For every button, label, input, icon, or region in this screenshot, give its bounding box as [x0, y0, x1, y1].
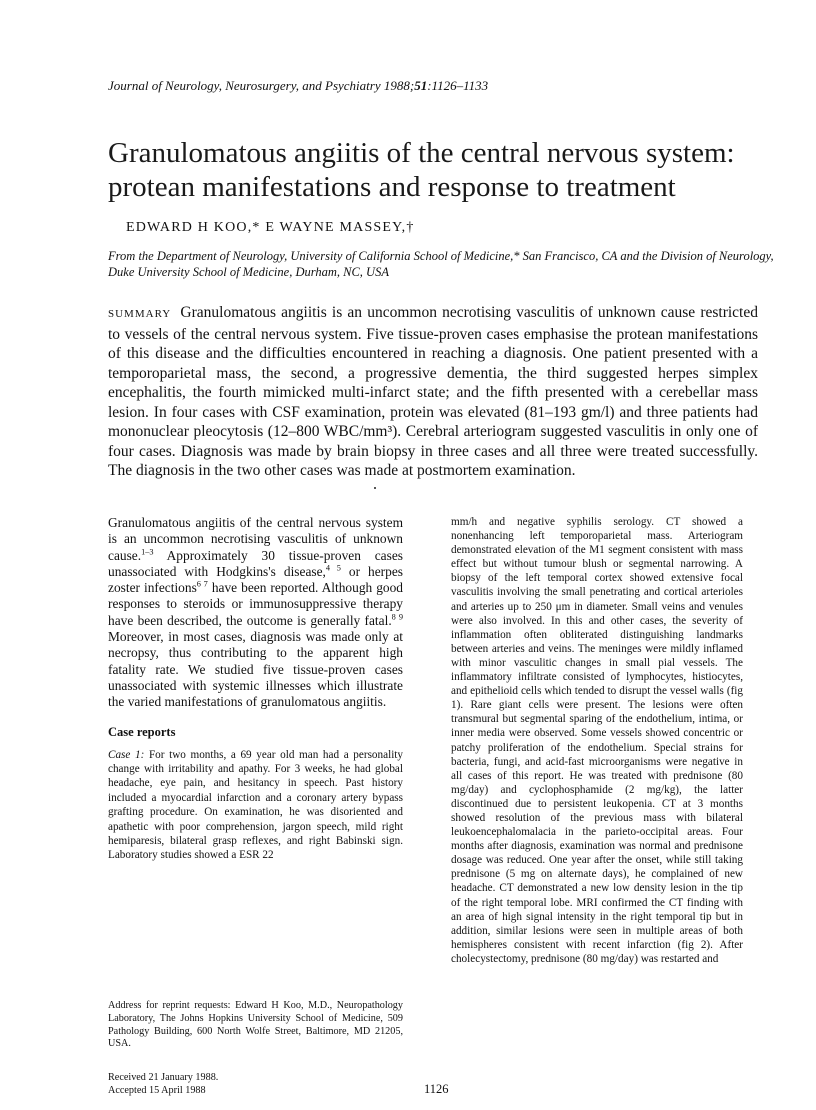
affiliation: From the Department of Neurology, University of California School of Medicine,* San Francisco, CA and the Division of Neurology, Duke University School of Medicine, Durham, NC, USA [108, 249, 774, 279]
summary-label: SUMMARY [108, 308, 172, 320]
accepted-date: Accepted 15 April 1988 [108, 1084, 206, 1096]
ref-3: 6 7 [196, 579, 208, 589]
case-1-label: Case 1: [108, 748, 145, 761]
case-reports-heading: Case reports [108, 724, 176, 739]
ref-1: 1–3 [141, 547, 154, 557]
journal-name: Journal of Neurology, Neurosurgery, and Psychiatry [108, 78, 381, 93]
intro-text-4: have been reported. Although good responses to steroids or immunosuppressive therapy have been described, the outcome is generally fatal. [108, 580, 404, 628]
journal-pages: :1126–1133 [427, 78, 489, 93]
decorative-dot [374, 487, 376, 489]
intro-text-3: or herpes zoster infections [108, 563, 403, 596]
case-1-paragraph [108, 748, 403, 863]
intro-text-2: Approximately 30 tissue-proven cases unassociated with Hodgkins's disease, [108, 547, 403, 579]
journal-citation [108, 78, 488, 94]
intro-text-5: Moreover, in most cases, diagnosis was made only at necropsy, thus contributing to the apparent high fatality rate. We studied five tissue-proven cases unassociated with systemic illnesses which illustrate the varied manifestations of granulomatous angiitis. [108, 629, 403, 710]
summary [108, 303, 758, 481]
left-column [108, 515, 403, 863]
journal-year: 1988; [383, 78, 415, 93]
journal-volume: 51 [414, 78, 428, 93]
received-date: Received 21 January 1988. [108, 1072, 219, 1083]
ref-2: 4 5 [325, 563, 341, 573]
case-1-text: For two months, a 69 year old man had a personality change with irritability and apathy. For 3 weeks, he had global headache, eye pain, and hesitancy in speech. Past history included a myocardial infarction and a coronary artery bypass grafting procedure. On examination, he was disoriented and apathetic with poor comprehension, jargon speech, mild right hemiparesis, bilateral grasp reflexes, and right Babinski sign. Laboratory studies showed a ESR 22 [108, 748, 403, 862]
right-column [451, 515, 743, 966]
authors: EDWARD H KOO,* E WAYNE MASSEY,† [126, 220, 415, 235]
article-title: Granulomatous angiitis of the central nervous system: protean manifestations and response to treatment [108, 137, 735, 203]
reprint-address: Address for reprint requests: Edward H Koo, M.D., Neuropathology Laboratory, The Johns Hopkins University School of Medicine, 509 Pathology Building, 600 North Wolfe Street, Baltimore, MD 21205, USA. [108, 1000, 403, 1050]
intro-paragraph [108, 515, 403, 711]
summary-text: Granulomatous angiitis is an uncommon necrotising vasculitis of unknown cause restricted to vessels of the central nervous system. Five tissue-proven cases emphasise the protean manifestations of this disease and the difficulties encountered in reaching a diagnosis. One patient presented with a temporoparietal mass, the second, a progressive dementia, the third suggested herpes simplex encephalitis, the fourth mimicked multi-infarct state; and the fifth presented with a cerebellar mass lesion. In four cases with CSF examination, protein was elevated (81–193 gm/l) and three patients had mononuclear pleocytosis (12–800 WBC/mm³). Cerebral arteriogram suggested vasculitis in only one of four cases. Diagnosis was made by brain biopsy in three cases and all three were treated successfully. The diagnosis in the two other cases was made at postmortem examination. [108, 304, 758, 479]
page-number: 1126 [424, 1082, 449, 1096]
received-dates [108, 1072, 218, 1098]
case-1-continued: mm/h and negative syphilis serology. CT showed a nonenhancing left temporoparietal mass. Arteriogram demonstrated elevation of the M1 segment consistent with mass effect but without tumour blush or segmental narrowing. A biopsy of the left temporal cortex showed extensive focal vasculitis involving the small penetrating and cortical arterioles and arteries up to 250 μm in diameter. Small veins and venules were also involved. In this and other cases, the severity of inflammation often obliterated distinguishing landmarks between arteries and veins. The meninges were mildly inflamed with minor vasculitic changes in small pial vessels. The inflammatory infiltrate consisted of lymphocytes, histiocytes, and epithelioid cells which tended to disrupt the vessel walls (fig 1). Rare giant cells were present. The lesions were often transmural but segmental sparing of the endothelium, intima, or inner media were observed. Some vessels showed concentric or patchy proliferation of the endothelium. Special strains for bacteria, fungi, and acid-fast microorganisms were negative in all cases of this report. He was treated with prednisone (80 mg/day) and cyclophosphamide (2 mg/kg), the latter discontinued due to persistent leukopenia. CT at 3 months showed resolution of the previous mass with bilateral leukoencephalomalacia in the parieto-occipital areas. Four months after diagnosis, examination was normal and prednisone dosage was reduced. One year after the onset, while still taking prednisone (5 mg on alternate days), he complained of new headache. CT demonstrated a new low density lesion in the tip of the right temporal lobe. MRI confirmed the CT finding with an area of high signal intensity in the right temporal tip but in addition, similar lesions were seen in multiple areas of both hemispheres consistent with recent infarction (fig 2). After cholecystectomy, prednisone (80 mg/day) was restarted and [451, 516, 743, 965]
ref-4: 8 9 [391, 612, 403, 622]
intro-text-1: Granulomatous angiitis of the central nervous system is an uncommon necrotising vasculitis of unknown cause. [108, 515, 403, 563]
